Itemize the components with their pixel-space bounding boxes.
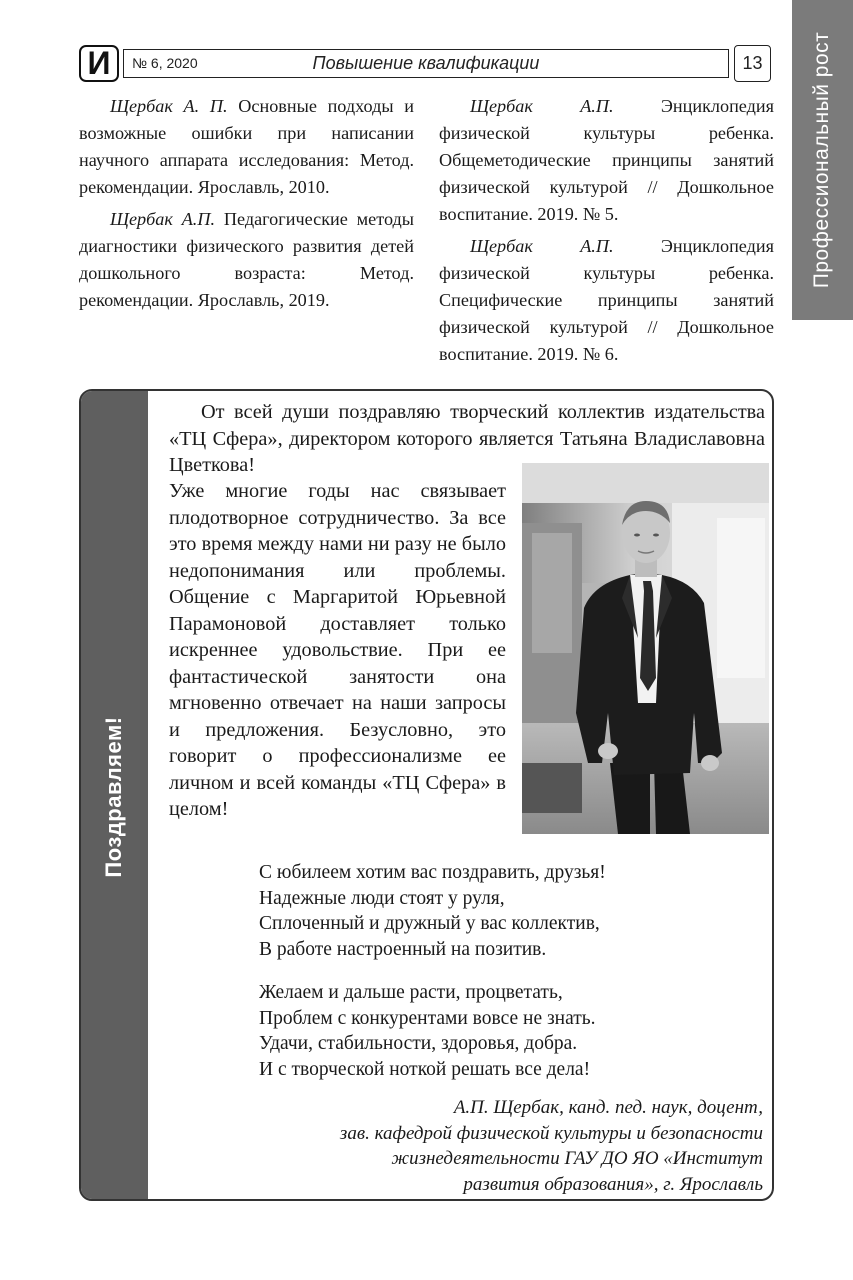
signature-line: зав. кафедрой физической культуры и безопасности <box>339 1122 763 1144</box>
photo-illustration <box>522 463 769 834</box>
reference-author: Щербак А. П. <box>110 96 228 116</box>
magazine-title: Повышение квалификации <box>312 53 540 73</box>
magazine-logo: И <box>79 45 119 82</box>
header-bar <box>123 49 729 78</box>
poem-line: Сплоченный и дружный у вас коллектив, <box>259 913 600 934</box>
reference-author: Щербак А.П. <box>470 96 614 116</box>
congratulation-body <box>169 478 506 823</box>
reference-text: Педагогические методы диагностики физического развития детей дошкольного возраста: Метод. рекомендации. Ярославль, 2019. <box>79 209 414 310</box>
references-left-column <box>79 93 414 319</box>
page-header <box>79 45 769 82</box>
signature-line: развития образования», г. Ярославль <box>463 1173 763 1195</box>
reference-item <box>79 206 414 314</box>
signature-line: жизнедеятельности ГАУ ДО ЯО «Институт <box>391 1148 763 1169</box>
poem-line: Удачи, стабильности, здоровья, добра. <box>259 1033 578 1054</box>
reference-item <box>439 233 774 368</box>
poem-line: Надежные люди стоят у руля, <box>259 887 505 909</box>
body-paragraph: Уже многие годы нас связывает плодотворное сотрудничество. За все это время между нами ни разу не было недопонимания или проблемы. Общение с Маргаритой Юрьевной Парамоновой доставляет только искреннее удовольствие. При ее фантастической занятости она мгновенно отвечает на наши запросы и предложения. Безусловно, это говорит о профессионализме ее личном и всей команды «ТЦ Сфера» в целом! <box>169 480 506 820</box>
page-number: 13 <box>734 45 771 82</box>
references-right-column <box>439 93 774 373</box>
reference-item <box>79 93 414 201</box>
intro-paragraph: От всей души поздравляю творческий коллектив издательства «ТЦ Сфера», директором которого является Татьяна Владиславовна Цветкова! <box>169 401 765 476</box>
poem-stanza-1 <box>259 860 606 962</box>
poem-line: Проблем с конкурентами вовсе не знать. <box>259 1007 596 1029</box>
congratulation-box <box>79 389 774 1201</box>
poem-line: Желаем и дальше расти, процветать, <box>259 982 563 1003</box>
signature-line: А.П. Щербак, канд. пед. наук, доцент, <box>453 1097 763 1118</box>
reference-author: Щербак А.П. <box>110 209 216 229</box>
congratulation-side-bar <box>81 391 148 1199</box>
reference-item <box>439 93 774 228</box>
congratulation-label: Поздравляем! <box>101 716 126 878</box>
section-tab <box>792 0 853 320</box>
reference-text: Энциклопедия физической культуры ребенка. Общеметодические принципы занятий физической культурой // Дошкольное воспитание. 2019. № 5. <box>439 96 774 224</box>
author-signature <box>203 1095 763 1197</box>
issue-number: № 6, 2020 <box>132 55 198 71</box>
reference-text: Энциклопедия физической культуры ребенка. Специфические принципы занятий физической культурой // Дошкольное воспитание. 2019. № 6. <box>439 236 774 364</box>
section-tab-label: Профессиональный рост <box>810 31 833 289</box>
director-photo <box>522 463 769 834</box>
poem-line: В работе настроенный на позитив. <box>259 938 547 960</box>
reference-author: Щербак А.П. <box>470 236 614 256</box>
reference-text: Основные подходы и возможные ошибки при написании научного аппарата исследования: Метод. рекомендации. Ярославль, 2010. <box>79 96 414 197</box>
poem-line: И с творческой ноткой решать все дела! <box>259 1058 591 1080</box>
poem-line: С юбилеем хотим вас поздравить, друзья! <box>259 862 606 883</box>
poem-stanza-2 <box>259 980 596 1082</box>
